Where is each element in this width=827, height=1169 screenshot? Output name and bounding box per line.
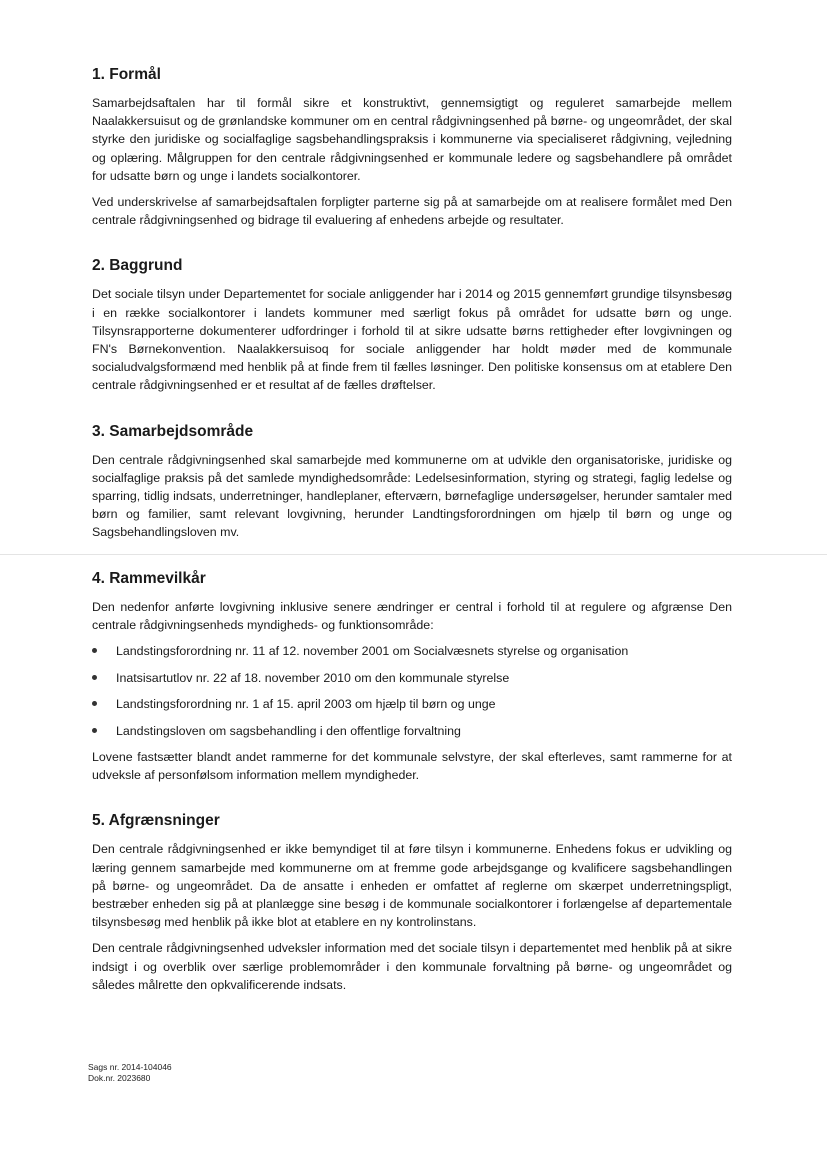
list-item — [92, 695, 732, 713]
section-baggrund — [92, 257, 732, 394]
section-heading: 2. Baggrund — [92, 257, 183, 275]
section-rammevilkaar — [92, 570, 732, 785]
document-body — [92, 66, 732, 1002]
bullet-icon — [92, 728, 97, 733]
paragraph: Det sociale tilsyn under Departementet for sociale anliggender har i 2014 og 2015 gennemført grundige tilsynsbesøg i en række socialkontorer i landets kommuner med særligt fokus på området for udsatte børn og unge. Tilsynsrapporterne dokumenterer udfordringer i forhold til at sikre udsatte børns rettigheder efter lovgivningen og FN's Børnekonvention. Naalakkersuisoq for sociale anliggender har holdt møder med de kommunale socialudvalgsformænd med henblik på at finde frem til fælles løsninger. Den politiske konsensus om at etablere Den centrale rådgivningsenhed er et resultat af de fælles drøftelser. — [92, 287, 732, 393]
law-list — [92, 642, 732, 740]
section-formaal — [92, 66, 732, 229]
paragraph: Den centrale rådgivningsenhed udveksler information med det sociale tilsyn i departementet med henblik på at sikre indsigt i og overblik over særlige problemområder i den kommunale forvaltning på børne- og ungeområdet og således målrette den opkvalificerende indsats. — [92, 941, 732, 992]
paragraph: Den nedenfor anførte lovgivning inklusive senere ændringer er central i forhold til at regulere og afgrænse Den centrale rådgivningsenheds myndigheds- og funktionsområde: — [92, 599, 732, 632]
list-item — [92, 669, 732, 687]
paragraph: Ved underskrivelse af samarbejdsaftalen forpligter parterne sig på at samarbejde om at realisere formålet med Den centrale rådgivningsenhed og bidrage til evaluering af enhedens arbejde og resultater. — [92, 195, 732, 228]
list-item-text: Landstingsforordning nr. 11 af 12. november 2001 om Socialvæsnets styrelse og organisation — [116, 644, 629, 659]
section-afgraensninger — [92, 812, 732, 994]
list-item — [92, 722, 732, 740]
list-item-text: Inatsisartutlov nr. 22 af 18. november 2010 om den kommunale styrelse — [116, 670, 510, 685]
document-number: Dok.nr. 2023680 — [88, 1073, 151, 1083]
bullet-icon — [92, 675, 97, 680]
bullet-icon — [92, 701, 97, 706]
list-item — [92, 642, 732, 660]
section-heading: 5. Afgrænsninger — [92, 812, 220, 830]
paragraph: Den centrale rådgivningsenhed er ikke bemyndiget til at føre tilsyn i kommunerne. Enhedens fokus er udvikling og læring gennem samarbejde med kommunerne om at fremme gode arbejdsgange og kvalificere sagsbehandlingen på børne- og ungeområdet. Da de ansatte i enheden er omfattet af reglerne om skærpet underretningspligt, bestræber enheden sig på at planlægge sine besøg i de kommunale socialkontorer i forlængelse af departementale tilsynsbesøg med henblik på ikke blot at etablere en ny kontrolinstans. — [92, 842, 732, 930]
section-heading: 4. Rammevilkår — [92, 569, 206, 587]
section-samarbejdsomraade — [92, 423, 732, 542]
section-heading: 3. Samarbejdsområde — [92, 422, 254, 440]
bullet-icon — [92, 648, 97, 653]
paragraph: Samarbejdsaftalen har til formål sikre et konstruktivt, gennemsigtigt og reguleret samarbejde mellem Naalakkersuisut og de grønlandske kommuner om en central rådgivningsenhed på børne- og ungeområdet, der skal styrke den juridiske og socialfaglige sagsbehandlingspraksis i kommunerne via specialiseret rådgivning, vejledning og oplæring. Målgruppen for den centrale rådgivningsenhed er kommunale ledere og sagsbehandlere på området for udsatte børn og unge i landets socialkontorer. — [92, 96, 732, 183]
document-footer — [88, 1062, 172, 1084]
paragraph: Den centrale rådgivningsenhed skal samarbejde med kommunerne om at udvikle den organisatoriske, juridiske og socialfaglige praksis på det samlede myndighedsområde: Ledelsesinformation, styring og strategi, faglig ledelse og sparring, tidlig indsats, underretninger, handleplaner, efterværn, børnefaglige undersøgelser, herunder samtaler med børn og familier, samt relevant lovgivning, herunder Landtingsforordningen om hjælp til børn og unge og Sagsbehandlingsloven mv. — [92, 452, 732, 540]
case-number: Sags nr. 2014-104046 — [88, 1062, 172, 1072]
section-heading: 1. Formål — [92, 66, 161, 83]
paragraph: Lovene fastsætter blandt andet rammerne for det kommunale selvstyre, der skal efterleves, samt rammerne for at udveksle af personfølsom information mellem myndigheder. — [92, 750, 732, 783]
list-item-text: Landstingsloven om sagsbehandling i den offentlige forvaltning — [116, 723, 461, 738]
list-item-text: Landstingsforordning nr. 1 af 15. april 2003 om hjælp til børn og unge — [116, 697, 496, 712]
